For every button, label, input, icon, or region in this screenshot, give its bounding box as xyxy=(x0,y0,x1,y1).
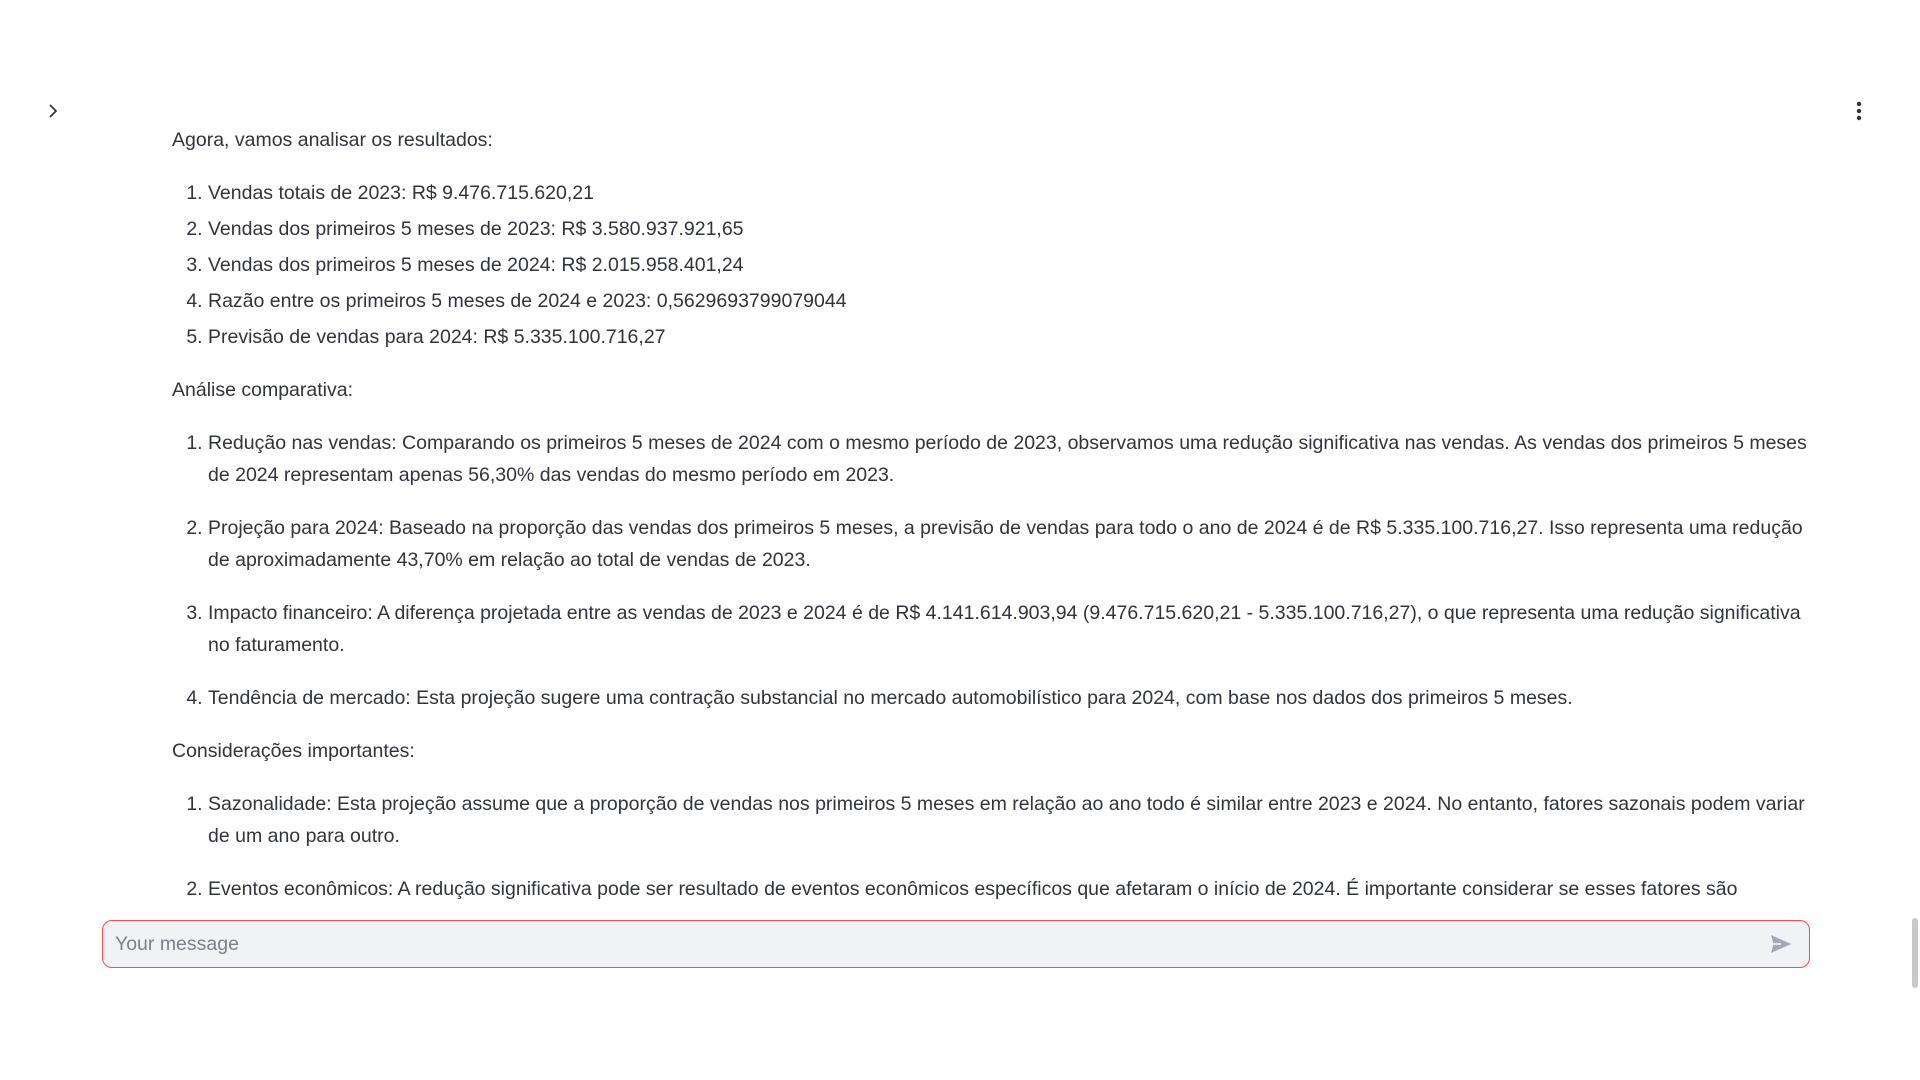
list-item: 3. Impacto financeiro: A diferença projetada entre as vendas de 2023 e 2024 é de R$ 4.141.614.903,94 (9.476.715.620,21 - 5.335.100.716,27), o que representa uma redução significativa no faturamento. xyxy=(208,597,1812,661)
chevron-right-icon xyxy=(45,103,61,119)
considerations-heading: Considerações importantes: xyxy=(172,740,415,762)
chat-input-box[interactable] xyxy=(102,920,1810,968)
comparative-list xyxy=(172,427,1812,714)
results-intro: Agora, vamos analisar os resultados: xyxy=(172,129,493,151)
send-icon xyxy=(1769,933,1793,955)
list-item: 2. Vendas dos primeiros 5 meses de 2023: R$ 3.580.937.921,65 xyxy=(208,213,1812,245)
scrollbar-thumb[interactable] xyxy=(1912,918,1918,988)
chat-message-area[interactable] xyxy=(0,128,1920,900)
list-item: 2. Projeção para 2024: Baseado na proporção das vendas dos primeiros 5 meses, a previsão de vendas para todo o ano de 2024 é de R$ 5.335.100.716,27. Isso representa uma redução de aproximadamente 43,70% em relação ao total de vendas de 2023. xyxy=(208,512,1812,576)
list-item: 4. Razão entre os primeiros 5 meses de 2024 e 2023: 0,5629693799079044 xyxy=(208,285,1812,317)
chat-message-input[interactable] xyxy=(103,921,1761,967)
results-list xyxy=(172,177,1812,353)
chat-input-container xyxy=(78,900,1838,1000)
send-button[interactable] xyxy=(1761,924,1801,964)
list-item: 4. Tendência de mercado: Esta projeção sugere uma contração substancial no mercado automobilístico para 2024, com base nos dados dos primeiros 5 meses. xyxy=(208,682,1812,714)
list-item: 5. Previsão de vendas para 2024: R$ 5.335.100.716,27 xyxy=(208,321,1812,353)
list-item: 1. Sazonalidade: Esta projeção assume que a proporção de vendas nos primeiros 5 meses em relação ao ano todo é similar entre 2023 e 2024. No entanto, fatores sazonais podem variar de um ano para outro. xyxy=(208,788,1812,852)
list-item: 2. Eventos econômicos: A redução significativa pode ser resultado de eventos econômicos específicos que afetaram o início de 2024. É importante considerar se esses fatores são xyxy=(208,873,1812,937)
sidebar-toggle-button[interactable] xyxy=(40,98,66,124)
main-menu-button[interactable] xyxy=(1846,98,1872,124)
assistant-message xyxy=(172,124,1812,958)
kebab-menu-icon xyxy=(1856,101,1862,121)
scrollbar[interactable] xyxy=(1910,0,1920,1080)
list-item: 1. Redução nas vendas: Comparando os primeiros 5 meses de 2024 com o mesmo período de 2023, observamos uma redução significativa nas vendas. As vendas dos primeiros 5 meses de 2024 representam apenas 56,30% das vendas do mesmo período em 2023. xyxy=(208,427,1812,491)
list-item: 3. Vendas dos primeiros 5 meses de 2024: R$ 2.015.958.401,24 xyxy=(208,249,1812,281)
list-item: 1. Vendas totais de 2023: R$ 9.476.715.620,21 xyxy=(208,177,1812,209)
comparative-heading: Análise comparativa: xyxy=(172,379,354,401)
